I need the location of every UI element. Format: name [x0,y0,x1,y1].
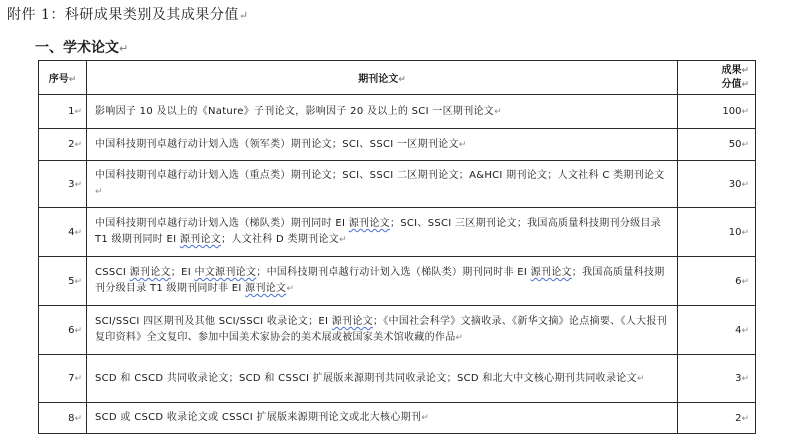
spellcheck-underline: 中文源刊论文 [194,267,257,278]
row-score: 4↵ [678,306,756,355]
paragraph-mark: ↵ [119,42,129,55]
spellcheck-underline: 源刊论文 [348,218,390,229]
paragraph-mark: ↵ [741,140,749,150]
content-text: SCD 和 CSCD 共同收录论文；SCD 和 CSSCI 扩展版来源期刊共同收录论文；SCD 和北大中文核心期刊共同收录论文 [95,372,637,384]
content-text: SCD 或 CSCD 收录论文或 CSSCI 扩展版来源期刊论文或北大核心期刊 [95,412,422,423]
content-text: ；我国高质量科技期刊分级目录 T1 级期刊同时非 EI [95,267,665,294]
paragraph-mark: ↵ [455,333,464,343]
row-score: 2↵ [678,403,756,434]
row-score: 100↵ [678,95,756,129]
content-text: 中国科技期刊卓越行动计划入选（梯队类）期刊同时 EI [95,218,349,229]
row-content [87,355,678,403]
row-content [87,257,678,306]
score-table [38,60,756,434]
row-content [87,95,678,129]
row-content [87,129,678,161]
paragraph-mark: ↵ [74,107,82,117]
spellcheck-underline: 源刊论文 [530,267,572,278]
row-content [87,161,678,208]
table-row [39,208,756,257]
paragraph-mark: ↵ [74,140,82,150]
spellcheck-underline: 源刊论文 [245,283,287,294]
paragraph-mark: ↵ [95,187,103,197]
content-text: ；EI [170,267,195,278]
paragraph-mark: ↵ [741,276,749,287]
table-header-row [39,61,756,95]
row-score: 10↵ [678,208,756,257]
paragraph-mark: ↵ [74,413,82,424]
content-text: ；SCI、SSCI 三区期刊论文；我国高质量科技期刊分级目录 T1 级期刊同时 EI [95,218,662,245]
paragraph-mark: ↵ [636,373,645,384]
paragraph-mark: ↵ [74,227,82,238]
paragraph-mark: ↵ [74,374,82,384]
paragraph-mark: ↵ [339,235,347,245]
header-index: 序号↵ [39,61,87,95]
table-row [39,129,756,161]
row-content [87,403,678,434]
row-score: 3↵ [678,355,756,403]
section-heading: 一、学术论文↵ [35,40,129,56]
row-index: 1↵ [39,95,87,129]
paragraph-mark: ↵ [421,413,430,423]
row-score: 30↵ [678,161,756,208]
paragraph-mark: ↵ [741,413,749,424]
content-text: ；人文社科 D 类期刊论文 [221,234,340,245]
paragraph-mark: ↵ [238,9,249,22]
row-index: 6↵ [39,306,87,355]
content-text: CSSCI [95,267,130,278]
row-index: 8↵ [39,403,87,434]
row-index: 5↵ [39,257,87,306]
paragraph-mark: ↵ [494,106,502,117]
spellcheck-underline: 源刊论文 [331,316,373,327]
row-index: 2↵ [39,129,87,161]
row-content [87,306,678,355]
paragraph-mark: ↵ [74,325,82,336]
row-score: 50↵ [678,129,756,161]
document-title: 附件 1：科研成果类别及其成果分值↵ [7,7,249,23]
paragraph-mark: ↵ [741,227,749,238]
paragraph-mark: ↵ [458,139,467,150]
table-row [39,257,756,306]
header-score: 成果↵ 分值↵ [678,61,756,95]
table-row [39,95,756,129]
paragraph-mark: ↵ [741,107,749,117]
header-content: 期刊论文↵ [87,61,678,95]
table-row [39,403,756,434]
content-text: ；《中国社会科学》文摘收录、《新华文摘》论点摘要、《人大报刊复印资料》全文复印、参加中国美术家协会的美术展或被国家美术馆收藏的作品 [95,316,667,343]
content-text: ；中国科技期刊卓越行动计划入选（梯队类）期刊同时非 EI [256,267,531,278]
row-index: 7↵ [39,355,87,403]
content-text: SCI/SSCI 四区期刊及其他 SCI/SSCI 收录论文；EI [95,316,332,327]
spellcheck-underline: 源刊论文 [179,234,222,245]
row-index: 4↵ [39,208,87,257]
row-score: 6↵ [678,257,756,306]
content-text: 中国科技期刊卓越行动计划入选（重点类）期刊论文；SCI、SSCI 二区期刊论文；A&HCI 期刊论文；人文社科 C 类期刊论文 [95,170,665,181]
paragraph-mark: ↵ [741,179,749,190]
paragraph-mark: ↵ [74,179,82,190]
table-row [39,355,756,403]
paragraph-mark: ↵ [741,325,749,336]
row-content [87,208,678,257]
spellcheck-underline: 源刊论文 [129,267,171,278]
content-text: 影响因子 10 及以上的《Nature》子刊论文，影响因子 20 及以上的 SCI 一区期刊论文 [95,105,495,117]
paragraph-mark: ↵ [74,276,82,287]
paragraph-mark: ↵ [286,284,295,294]
table-row [39,161,756,208]
content-text: 中国科技期刊卓越行动计划入选（领军类）期刊论文；SCI、SSCI 一区期刊论文 [95,138,459,150]
row-index: 3↵ [39,161,87,208]
paragraph-mark: ↵ [741,374,749,384]
table-row [39,306,756,355]
